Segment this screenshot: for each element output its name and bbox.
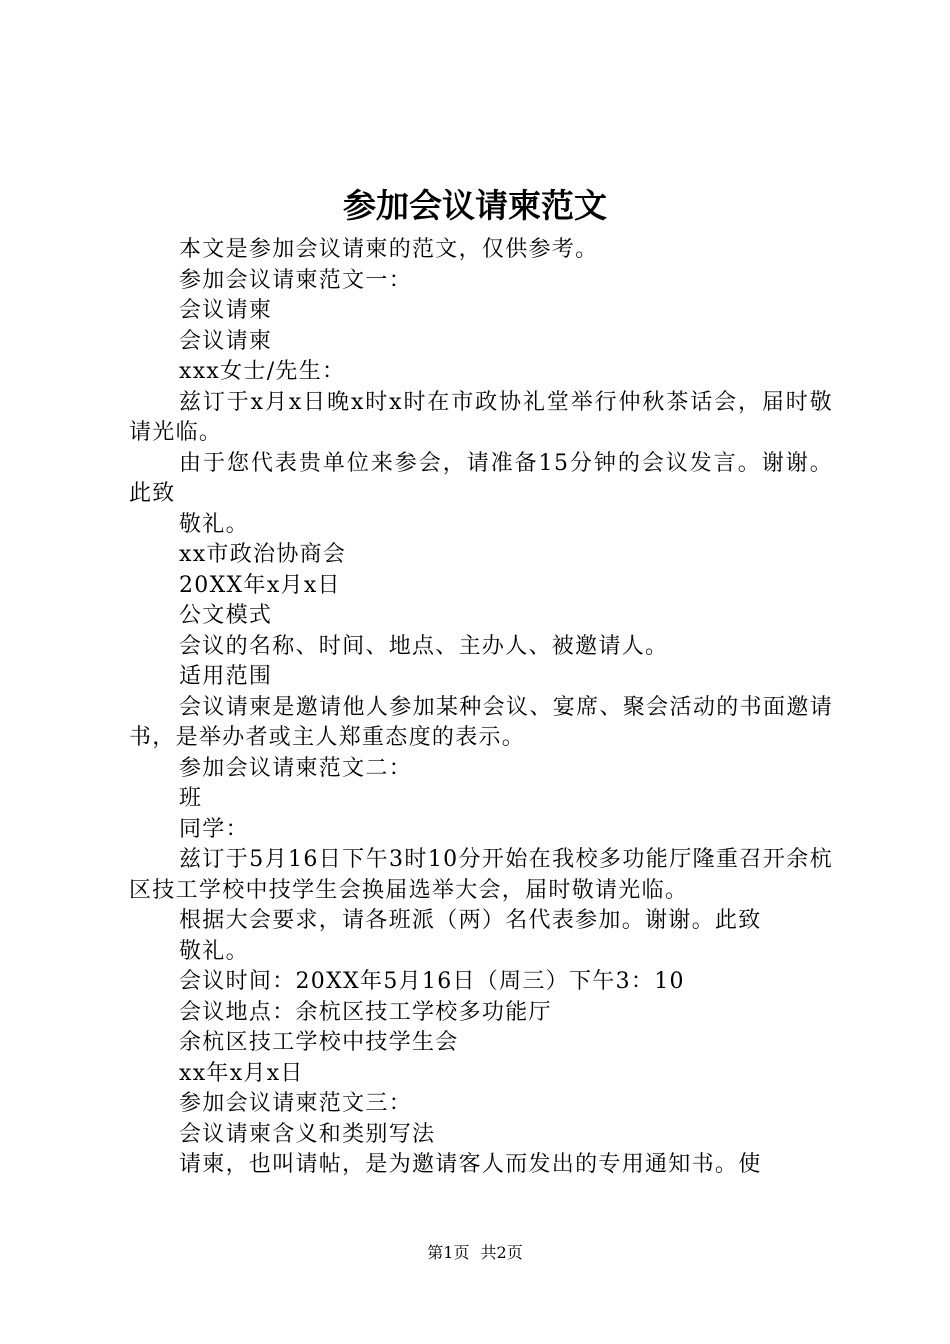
paragraph: 会议地点：余杭区技工学校多功能厅: [179, 999, 552, 1025]
paragraph: 公文模式: [179, 603, 273, 628]
paragraph: 敬礼。: [179, 511, 249, 537]
paragraph: 敬礼。: [179, 938, 249, 964]
paragraph: 兹订于5月16日下午3时10分开始在我校多功能厅隆重召开余杭区技工学校中技学生会换届选举大会，届时敬请光临。: [129, 847, 833, 903]
paragraph: xx年x月x日: [179, 1060, 304, 1086]
paragraph: 同学：: [179, 816, 249, 842]
paragraph: 会议请柬是邀请他人参加某种会议、宴席、聚会活动的书面邀请书，是举办者或主人郑重态度的表示。: [129, 694, 833, 750]
page-total: 共2页: [480, 1243, 523, 1262]
paragraph: 根据大会要求，请各班派（两）名代表参加。谢谢。此致: [179, 908, 762, 933]
paragraph: 由于您代表贵单位来参会，请准备15分钟的会议发言。谢谢。此致: [129, 450, 833, 506]
page-number: 第1页: [427, 1243, 470, 1262]
page-footer: [0, 1241, 950, 1265]
paragraph: 参加会议请柬范文一：: [179, 267, 413, 293]
paragraph: 适用范围: [179, 664, 273, 689]
paragraph: 会议请柬: [179, 298, 273, 323]
paragraph: 参加会议请柬范文二：: [179, 755, 413, 781]
paragraph: xxx女士/先生：: [179, 359, 346, 384]
document-title: 参加会议请柬范文: [343, 186, 607, 225]
paragraph: 会议时间：20XX年5月16日（周三）下午3：10: [179, 969, 685, 994]
paragraph: 余杭区技工学校中技学生会: [179, 1030, 459, 1055]
paragraph: 会议请柬含义和类别写法: [179, 1121, 436, 1147]
paragraph: xx市政治协商会: [179, 542, 347, 567]
paragraph: 请柬，也叫请帖，是为邀请客人而发出的专用通知书。使: [179, 1152, 762, 1177]
paragraph: 会议请柬: [179, 328, 273, 354]
paragraph: 20XX年x月x日: [179, 572, 341, 598]
paragraph: 会议的名称、时间、地点、主办人、被邀请人。: [179, 633, 669, 659]
paragraph: 本文是参加会议请柬的范文，仅供参考。: [179, 237, 599, 262]
paragraph: 班: [179, 786, 203, 811]
document-body: [129, 235, 833, 1181]
paragraph: 参加会议请柬范文三：: [179, 1091, 413, 1116]
paragraph: 兹订于x月x日晚x时x时在市政协礼堂举行仲秋茶话会，届时敬请光临。: [129, 389, 833, 445]
